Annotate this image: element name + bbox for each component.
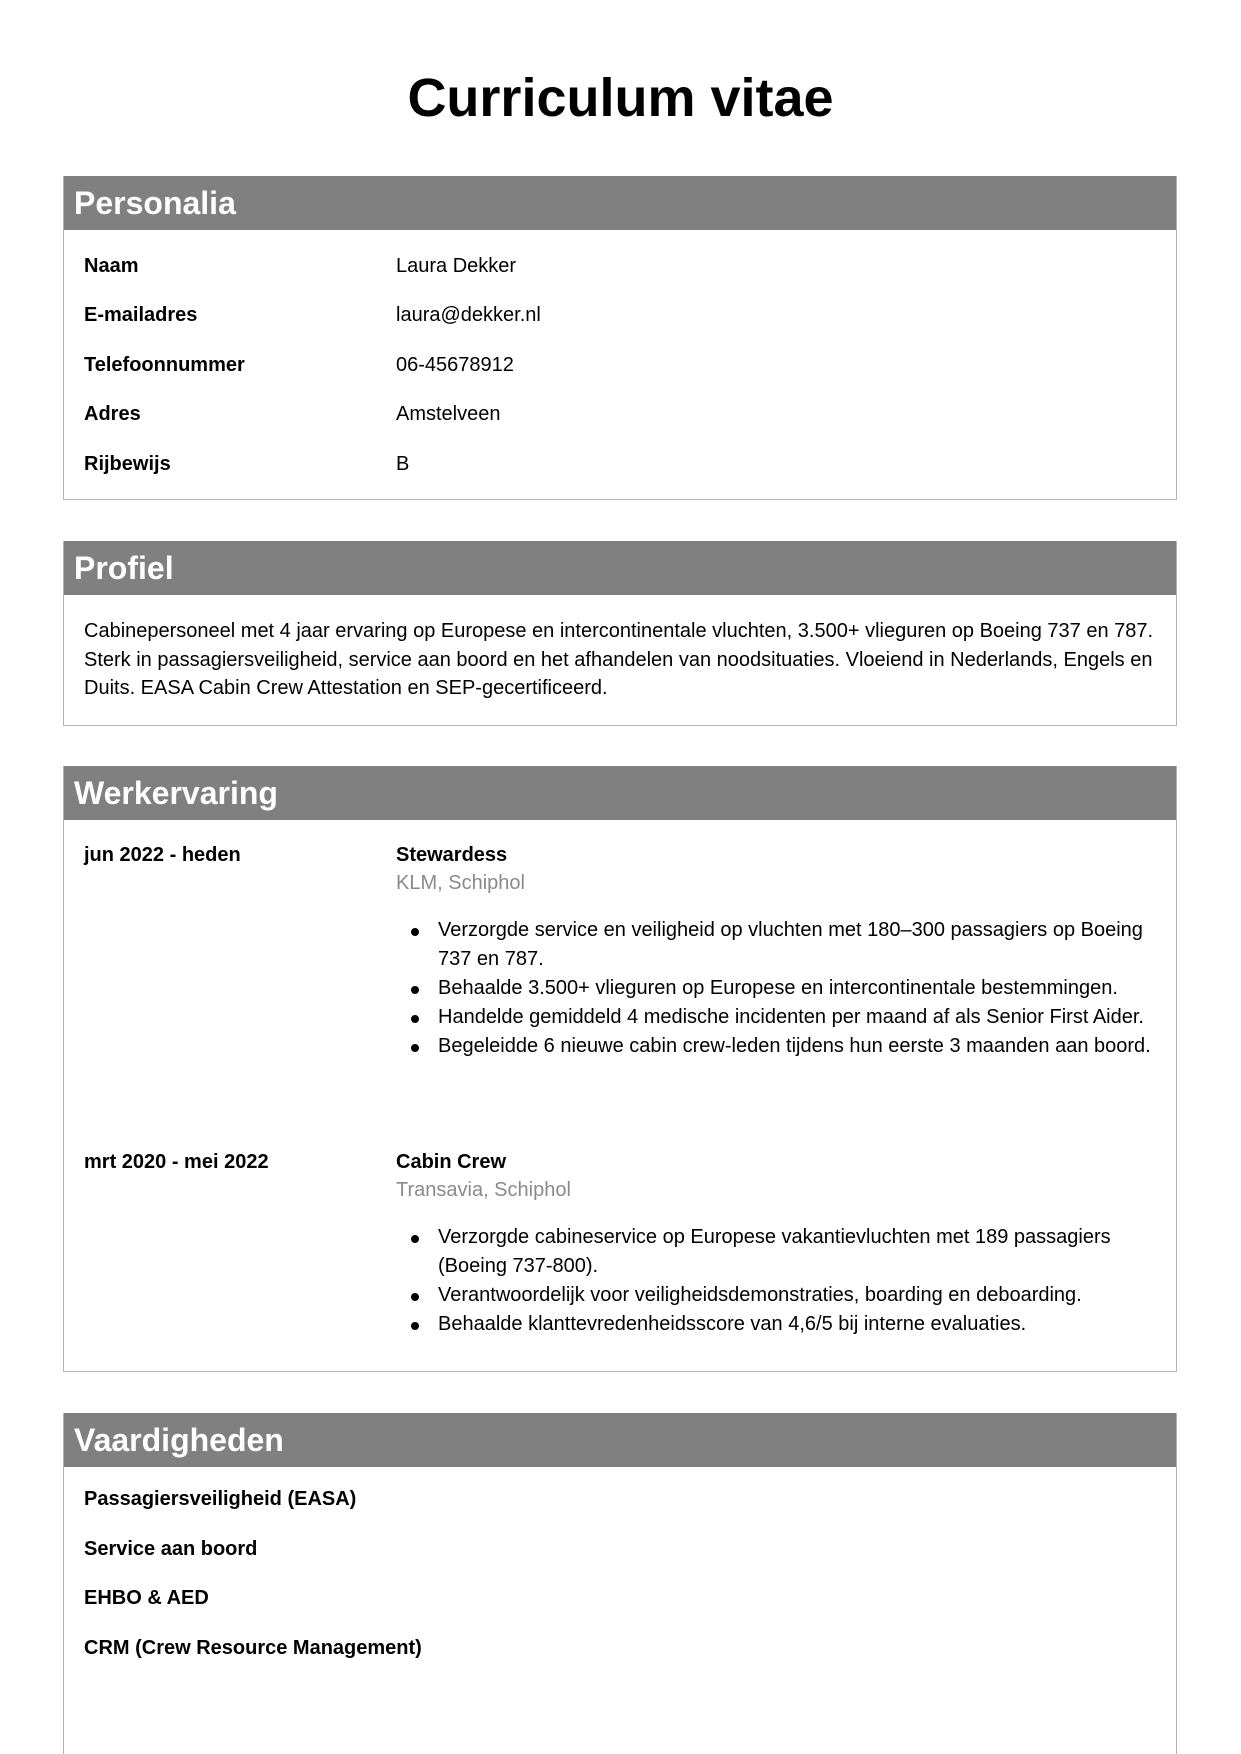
skill-item: Passagiersveiligheid (EASA) [84,1488,357,1510]
section-header-profiel: Profiel [64,541,1176,595]
job-company: Transavia, Schiphol [396,1179,571,1201]
job-bullet: Verzorgde service en veiligheid op vluchten met 180–300 passagiers op Boeing 737 en 787. [396,916,1156,974]
section-header-personalia: Personalia [64,176,1176,230]
skill-item: EHBO & AED [84,1587,209,1609]
job-title: Stewardess [396,844,508,866]
value-rijbewijs: B [396,453,410,475]
skill-item: Service aan boord [84,1538,258,1560]
job-title: Cabin Crew [396,1151,507,1173]
job-bullet: Verzorgde cabineservice op Europese vakantievluchten met 189 passagiers (Boeing 737-800). [396,1223,1156,1281]
value-adres: Amstelveen [396,403,501,425]
value-email: laura@dekker.nl [396,304,541,326]
section-vaardigheden [63,1413,1177,1754]
section-personalia [63,176,1177,500]
label-naam: Naam [84,255,139,277]
job-bullet: Verantwoordelijk voor veiligheidsdemonstraties, boarding en deboarding. [396,1281,1156,1310]
job-bullets [396,1223,1156,1339]
label-rijbewijs: Rijbewijs [84,453,171,475]
profile-text: Cabinepersoneel met 4 jaar ervaring op Europese en intercontinentale vluchten, 3.500+ vlieguren op Boeing 737 en 787. Sterk in passagiersveiligheid, service aan boord en het afhandelen van noodsituaties. Vloeiend in Nederlands, Engels en Duits. EASA Cabin Crew Attestation en SEP-gecertificeerd. [84,620,1154,699]
job-period: mrt 2020 - mei 2022 [84,1151,269,1173]
job-bullet: Behaalde klanttevredenheidsscore van 4,6/5 bij interne evaluaties. [396,1310,1156,1339]
job-bullet: Behaalde 3.500+ vlieguren op Europese en intercontinentale bestemmingen. [396,974,1156,1003]
value-naam: Laura Dekker [396,255,517,277]
job-period: jun 2022 - heden [84,844,241,866]
page-title: Curriculum vitae [407,68,834,128]
job-bullet: Begeleidde 6 nieuwe cabin crew-leden tijdens hun eerste 3 maanden aan boord. [396,1032,1156,1061]
section-header-werkervaring: Werkervaring [64,766,1176,820]
section-profiel [63,541,1177,726]
label-email: E-mailadres [84,304,198,326]
job-bullets [396,916,1156,1061]
skill-item: CRM (Crew Resource Management) [84,1637,422,1659]
section-header-vaardigheden: Vaardigheden [64,1413,1176,1467]
section-werkervaring [63,766,1177,1372]
label-telefoon: Telefoonnummer [84,354,245,376]
job-company: KLM, Schiphol [396,872,525,894]
job-bullet: Handelde gemiddeld 4 medische incidenten per maand af als Senior First Aider. [396,1003,1156,1032]
value-telefoon: 06-45678912 [396,354,514,376]
label-adres: Adres [84,403,141,425]
